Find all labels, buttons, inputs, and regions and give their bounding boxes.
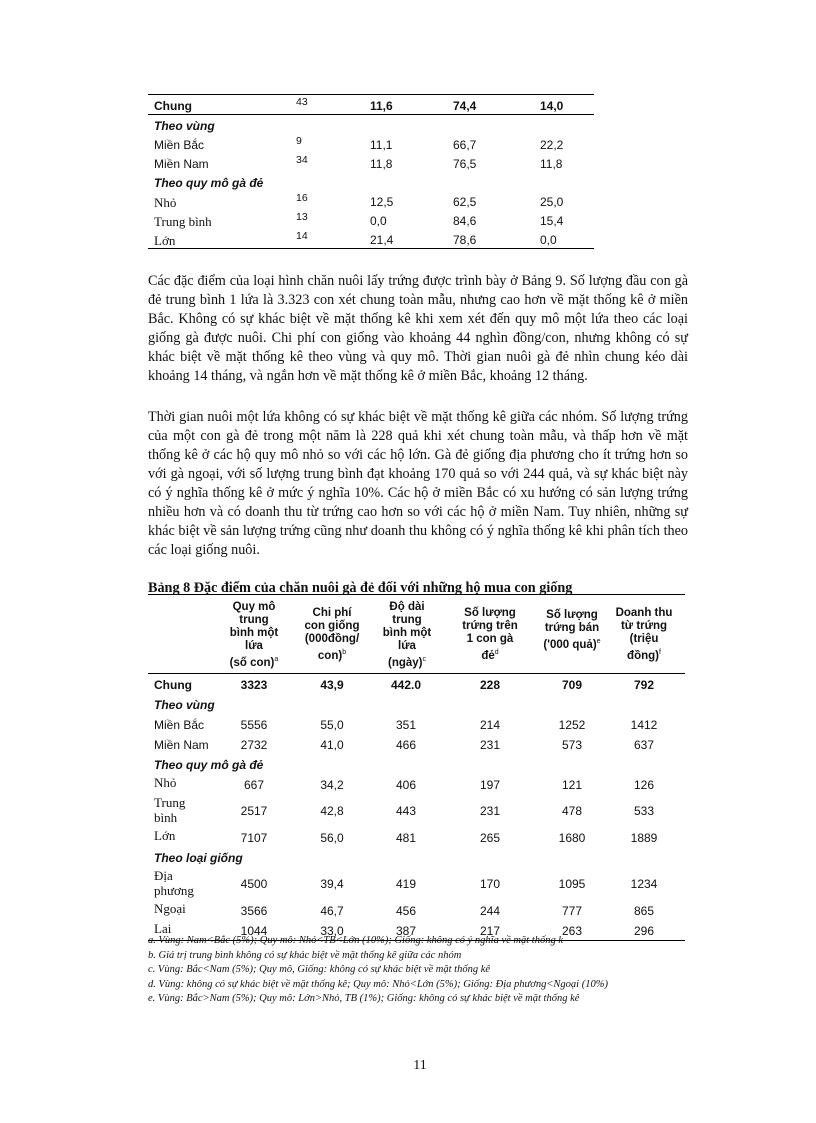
value-cell: 3566 <box>240 904 268 918</box>
table8 <box>148 594 685 941</box>
row-label <box>154 868 194 898</box>
value-cell: 11,6 <box>370 99 393 113</box>
value-cell: 22,2 <box>540 138 564 152</box>
column-header <box>366 601 448 670</box>
row-label: Nhỏ <box>154 195 177 210</box>
row-label: Lớn <box>154 233 176 248</box>
value-cell: 481 <box>395 831 417 845</box>
value-cell: 214 <box>479 718 501 732</box>
table-row <box>148 754 685 774</box>
table-row <box>148 774 685 794</box>
row-label: Lai <box>154 921 172 936</box>
note-item: b. Giá trị trung bình không có sự khác biệt về mặt thống kê giữa các nhóm <box>148 949 462 961</box>
value-cell: 244 <box>479 904 501 918</box>
column-header <box>602 607 686 663</box>
table-row <box>148 867 685 900</box>
top-table-row <box>148 191 594 210</box>
value-cell: 121 <box>561 778 583 792</box>
row-label: Theo vùng <box>154 119 215 133</box>
header-line: đẻ$^d$ <box>481 649 499 662</box>
table-row <box>148 847 685 867</box>
row-label-line: bình <box>154 810 178 825</box>
value-cell: 865 <box>633 904 655 918</box>
value-cell: 170 <box>479 877 501 891</box>
row-label: Theo loại giống <box>154 851 243 865</box>
value-cell: 419 <box>395 877 417 891</box>
row-label: Chung <box>154 678 192 692</box>
row-label: Lớn <box>154 828 176 843</box>
top-table-row <box>148 229 594 248</box>
value-cell: 466 <box>395 738 417 752</box>
value-cell: 2517 <box>240 804 268 818</box>
table-row <box>148 900 685 920</box>
page-number: 11 <box>413 1058 427 1073</box>
value-cell: 296 <box>633 924 655 938</box>
top-table-row <box>148 115 594 134</box>
value-cell: 43,9 <box>320 678 344 692</box>
header-line: Số lượng <box>546 609 598 621</box>
value-cell: 0,0 <box>540 233 557 247</box>
table8-header <box>148 595 685 674</box>
value-cell: 2732 <box>240 738 268 752</box>
row-label: Chung <box>154 99 192 113</box>
value-cell: 0,0 <box>370 214 387 228</box>
value-cell: 228 <box>479 678 501 692</box>
value-cell: 41,0 <box>320 738 344 752</box>
value-cell: 25,0 <box>540 195 564 209</box>
row-label: Miền Nam <box>154 738 209 752</box>
value-cell: 197 <box>479 778 501 792</box>
value-cell: 46,7 <box>320 904 344 918</box>
table8-body <box>148 674 685 941</box>
row-label-line: Trung <box>154 795 186 810</box>
paragraph-2: Thời gian nuôi một lứa không có sự khác biệt về mặt thống kê giữa các nhóm. Số lượng trứng của một con gà đẻ trong một năm là 228 quả khi xét chung toàn mẫu, và thấp hơn về mặt thống kê ở các hộ quy mô nhỏ so với các hộ lớn. Gà đẻ giống địa phương cho ít trứng hơn so với gà ngoại, với số lượng trung bình đạt khoảng 170 quả so với 244 quả, và sự khác biệt này có ý nghĩa thống kê ở mức ý nghĩa 10%. Các hộ ở miền Bắc có xu hướng có sản lượng trứng nhiều hơn và có doanh thu từ trứng cao hơn so với các hộ ở miền Nam. Tuy nhiên, những sự khác biệt về sản lượng trứng cũng như doanh thu không có ý nghĩa thống kê khi phân tích theo các loại giống nuôi. <box>148 409 688 558</box>
note-item: a. Vùng: Nam<Bắc (5%); Quy mô: Nhỏ<TB<Lớn (10%); Giống: không có ý nghĩa về mặt thống k <box>148 935 563 946</box>
value-cell: 11,8 <box>370 157 393 171</box>
value-cell: 62,5 <box>453 195 477 209</box>
value-cell: 74,4 <box>453 99 477 113</box>
value-cell: 14,0 <box>540 99 564 113</box>
footnote-marker: d <box>494 649 499 656</box>
row-label: Theo quy mô gà đẻ <box>154 176 264 190</box>
value-cell: 265 <box>479 831 501 845</box>
sample-count: 13 <box>296 211 308 223</box>
top-table-row <box>148 95 594 115</box>
value-cell: 3323 <box>240 678 268 692</box>
header-line: (số con)$^a$ <box>229 656 279 669</box>
sample-count: 14 <box>296 230 308 242</box>
row-label: Nhỏ <box>154 775 177 790</box>
value-cell: 263 <box>561 924 583 938</box>
header-line: đồng)$^f$ <box>627 649 661 662</box>
paragraph-1: Các đặc điểm của loại hình chăn nuôi lấy trứng được trình bày ở Bảng 9. Số lượng đầu con gà đẻ trung bình 1 lứa là 3.323 con xét chung toàn mẫu, nhưng cao hơn về mặt thống kê ở miền Bắc. Không có sự khác biệt về mặt thống kê khi xem xét đến quy mô một lứa theo các loại giống gà được nuôi. Chi phí con giống vào khoảng 44 nghìn đồng/con, nhưng không có sự khác biệt về mặt thống kê theo vùng và quy mô. Thời gian nuôi gà đẻ nhìn chung kéo dài khoảng 14 tháng, và ngắn hơn về mặt thống kê ở miền Bắc, khoảng 12 tháng. <box>148 273 688 384</box>
sample-count: 9 <box>296 135 302 147</box>
value-cell: 1234 <box>630 877 658 891</box>
header-line: con giống <box>304 620 360 632</box>
row-label: Theo quy mô gà đẻ <box>154 758 264 772</box>
value-cell: 442.0 <box>390 678 422 692</box>
top-table <box>148 94 594 249</box>
sample-count: 34 <box>296 154 308 166</box>
table-row <box>148 794 685 827</box>
row-label: Miền Bắc <box>154 718 205 732</box>
row-label: Miền Nam <box>154 157 209 171</box>
row-label-line: phương <box>154 883 194 898</box>
value-cell: 34,2 <box>320 778 344 792</box>
value-cell: 351 <box>395 718 417 732</box>
value-cell: 1889 <box>630 831 658 845</box>
value-cell: 573 <box>561 738 583 752</box>
row-label: Miền Bắc <box>154 138 205 152</box>
value-cell: 709 <box>561 678 583 692</box>
value-cell: 637 <box>633 738 655 752</box>
header-line: Quy mô <box>232 601 276 613</box>
value-cell: 533 <box>633 804 655 818</box>
column-header <box>292 607 372 663</box>
footnote-marker: b <box>342 649 347 656</box>
value-cell: 792 <box>633 678 655 692</box>
header-line: trung <box>392 614 422 626</box>
value-cell: 84,6 <box>453 214 477 228</box>
value-cell: 217 <box>479 924 501 938</box>
value-cell: 33,0 <box>320 924 344 938</box>
row-label: Ngoại <box>154 901 186 916</box>
value-cell: 231 <box>479 804 501 818</box>
column-header <box>214 601 294 670</box>
header-line: (triệu <box>629 633 659 645</box>
value-cell: 42,8 <box>320 804 344 818</box>
top-table-row <box>148 153 594 172</box>
table-row <box>148 674 685 694</box>
value-cell: 39,4 <box>320 877 344 891</box>
note-item: e. Vùng: Bắc>Nam (5%); Quy mô: Lớn>Nhỏ, TB (1%); Giống: không có sự khác biệt về mặt thống kê <box>148 993 580 1004</box>
value-cell: 456 <box>395 904 417 918</box>
top-table-row <box>148 210 594 229</box>
value-cell: 478 <box>561 804 583 818</box>
table-row <box>148 827 685 847</box>
value-cell: 1252 <box>558 718 586 732</box>
header-line: Số lượng <box>464 607 516 619</box>
sample-count: 43 <box>296 96 308 108</box>
value-cell: 11,8 <box>540 157 563 171</box>
header-line: trung <box>239 614 269 626</box>
header-line: (000đồng/ <box>304 633 360 645</box>
row-label <box>154 795 185 825</box>
value-cell: 12,5 <box>370 195 394 209</box>
value-cell: 126 <box>633 778 655 792</box>
value-cell: 11,1 <box>370 138 393 152</box>
note-item: d. Vùng: không có sự khác biệt về mặt thống kê; Quy mô: Nhỏ<Lớn (5%); Giống: Địa phương<Ngoại (10%) <box>148 978 608 990</box>
header-line: trứng bán <box>544 622 600 634</box>
value-cell: 443 <box>395 804 417 818</box>
header-line: Độ dài <box>389 601 425 613</box>
header-line: từ trứng <box>620 620 668 632</box>
header-line: (ngày)$^c$ <box>388 656 426 669</box>
footnote-marker: f <box>658 649 661 656</box>
header-line: bình một <box>229 627 279 639</box>
value-cell: 1044 <box>240 924 268 938</box>
table-row <box>148 734 685 754</box>
value-cell: 406 <box>395 778 417 792</box>
header-line: ('000 quả)$^e$ <box>543 638 601 651</box>
header-line: 1 con gà <box>466 633 514 645</box>
table-row <box>148 714 685 734</box>
column-header <box>450 607 530 663</box>
footnote-marker: c <box>422 656 426 663</box>
value-cell: 1412 <box>630 718 658 732</box>
row-label: Theo vùng <box>154 698 215 712</box>
top-table-row <box>148 172 594 191</box>
value-cell: 231 <box>479 738 501 752</box>
footnote-marker: a <box>274 656 279 663</box>
header-line: Doanh thu <box>615 607 673 619</box>
table8-title: Bảng 8 Đặc điểm của chăn nuôi gà đẻ đối với những hộ mua con giống <box>148 580 573 596</box>
note-item: c. Vùng: Bắc<Nam (5%); Quy mô, Giống: không có sự khác biệt về mặt thống kê <box>148 964 491 975</box>
value-cell: 5556 <box>240 718 268 732</box>
header-line: lứa <box>398 640 416 652</box>
value-cell: 55,0 <box>320 718 344 732</box>
header-line: Chi phí <box>312 607 352 619</box>
row-label: Trung bình <box>154 214 212 229</box>
header-line: lứa <box>245 640 263 652</box>
value-cell: 15,4 <box>540 214 564 228</box>
table8-notes <box>148 934 696 1007</box>
sample-count: 16 <box>296 192 308 204</box>
value-cell: 1095 <box>558 877 586 891</box>
value-cell: 7107 <box>240 831 268 845</box>
table-row <box>148 694 685 714</box>
row-label-line: Địa <box>154 868 173 883</box>
top-table-row <box>148 134 594 153</box>
value-cell: 78,6 <box>453 233 477 247</box>
value-cell: 4500 <box>240 877 268 891</box>
footnote-marker: e <box>596 638 601 645</box>
value-cell: 667 <box>243 778 265 792</box>
value-cell: 387 <box>395 924 417 938</box>
header-line: bình một <box>382 627 432 639</box>
value-cell: 1680 <box>558 831 586 845</box>
value-cell: 56,0 <box>320 831 344 845</box>
header-line: con)$^b$ <box>317 649 347 662</box>
value-cell: 777 <box>561 904 583 918</box>
value-cell: 21,4 <box>370 233 394 247</box>
value-cell: 66,7 <box>453 138 477 152</box>
header-line: trứng trên <box>462 620 518 632</box>
value-cell: 76,5 <box>453 157 477 171</box>
